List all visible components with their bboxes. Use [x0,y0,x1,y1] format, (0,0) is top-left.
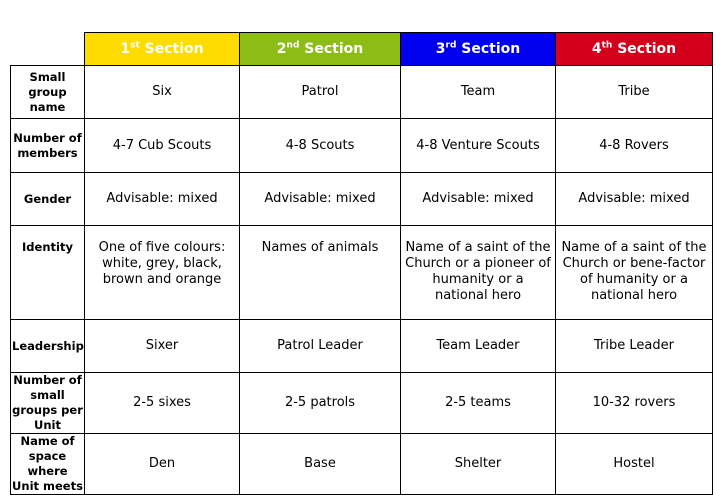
cell-s1-groups-per-unit: 2-5 sixes [85,373,240,434]
corner-cell [11,33,85,66]
table-row [11,119,713,173]
row-label-leadership: Leadership [11,320,85,373]
table-row [11,320,713,373]
cell-s3-leadership: Team Leader [401,320,556,373]
section-3-header: 3rd Section [401,33,556,66]
cell-s4-identity: Name of a saint of the Church or bene-factor of humanity or a national hero [556,226,713,320]
table-row [11,373,713,434]
row-label-groups-per-unit: Number of small groups per Unit [12,373,83,432]
cell-s1-leadership: Sixer [85,320,240,373]
cell-s4-small-group-name: Tribe [556,66,713,119]
row-label-meeting-space: Name of space where Unit meets [12,434,83,493]
cell-s2-gender: Advisable: mixed [240,173,401,226]
cell-s4-number-of-members: 4-8 Rovers [556,119,713,173]
cell-s2-small-group-name: Patrol [240,66,401,119]
cell-s2-number-of-members: 4-8 Scouts [240,119,401,173]
cell-s2-meeting-space: Base [240,434,401,495]
header-row [11,33,713,66]
cell-s3-meeting-space: Shelter [401,434,556,495]
cell-s4-gender: Advisable: mixed [556,173,713,226]
cell-s1-number-of-members: 4-7 Cub Scouts [85,119,240,173]
cell-s3-number-of-members: 4-8 Venture Scouts [401,119,556,173]
table-row [11,226,713,320]
cell-s4-groups-per-unit: 10-32 rovers [556,373,713,434]
cell-s2-leadership: Patrol Leader [240,320,401,373]
sections-table [10,32,713,495]
section-1-header: 1st Section [85,33,240,66]
row-label-gender: Gender [11,173,85,226]
section-4-header: 4th Section [556,33,713,66]
cell-s4-meeting-space: Hostel [556,434,713,495]
row-label-number-of-members: Number of members [11,119,85,173]
cell-s3-groups-per-unit: 2-5 teams [401,373,556,434]
cell-s3-small-group-name: Team [401,66,556,119]
cell-s2-groups-per-unit: 2-5 patrols [240,373,401,434]
cell-s2-identity: Names of animals [240,226,401,320]
row-label-identity: Identity [11,226,85,320]
table-row [11,66,713,119]
cell-s1-identity: One of five colours: white, grey, black, brown and orange [85,226,240,320]
cell-s1-small-group-name: Six [85,66,240,119]
cell-s1-meeting-space: Den [85,434,240,495]
table-row [11,173,713,226]
cell-s1-gender: Advisable: mixed [85,173,240,226]
row-label-small-group-name: Small group name [11,66,85,119]
cell-s4-leadership: Tribe Leader [556,320,713,373]
section-2-header: 2nd Section [240,33,401,66]
cell-s3-identity: Name of a saint of the Church or a pioneer of humanity or a national hero [401,226,556,320]
cell-s3-gender: Advisable: mixed [401,173,556,226]
table-row [11,434,713,495]
